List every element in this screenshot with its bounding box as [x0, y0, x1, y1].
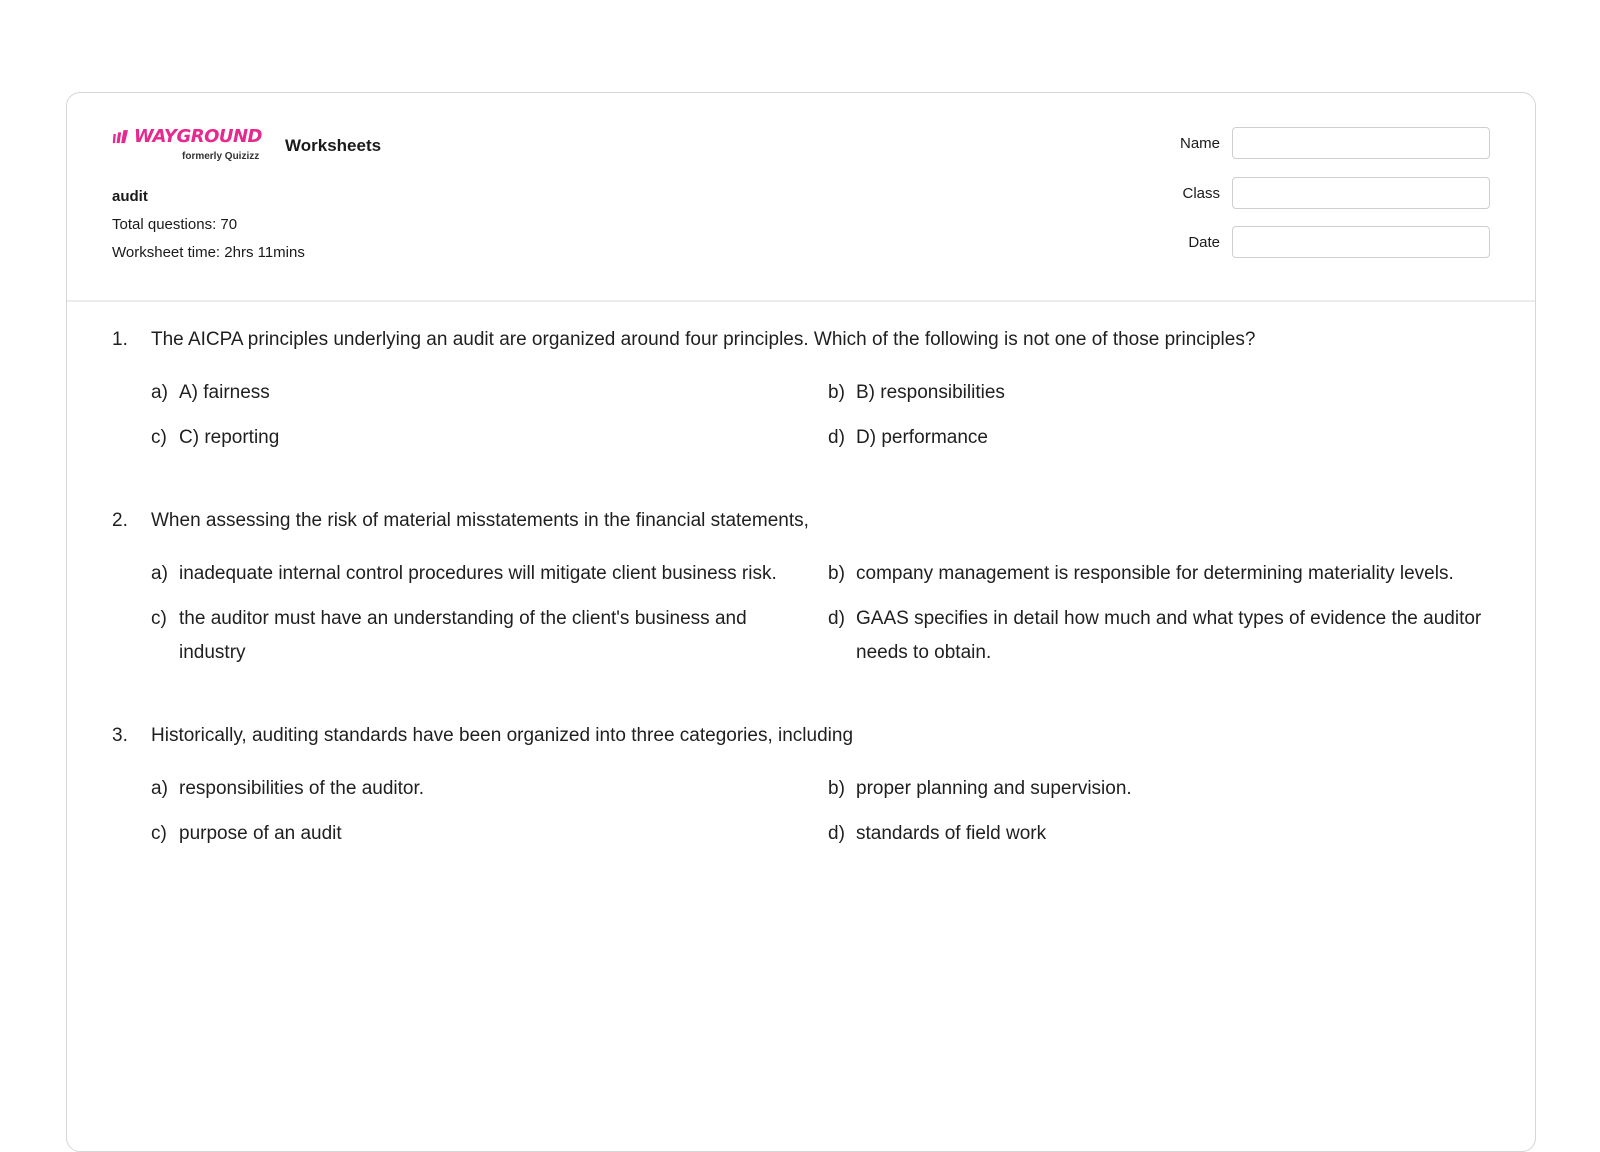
option-letter: b) — [828, 382, 845, 403]
question-text: When assessing the risk of material misstatements in the financial statements, — [151, 510, 809, 531]
question-number: 2. — [112, 510, 128, 531]
class-input[interactable] — [1232, 177, 1490, 209]
brand-logo — [112, 127, 262, 167]
option-letter: a) — [151, 382, 168, 403]
option-letter: a) — [151, 778, 168, 799]
option-text: B) responsibilities — [856, 382, 1005, 403]
option-text: purpose of an audit — [179, 823, 342, 844]
class-field-row — [1140, 177, 1490, 209]
option-text: inadequate internal control procedures will mitigate client business risk. — [179, 563, 777, 584]
option-d — [828, 602, 1502, 670]
name-label: Name — [1179, 134, 1220, 152]
option-text: proper planning and supervision. — [856, 778, 1132, 799]
option-text: D) performance — [856, 427, 988, 448]
option-a — [151, 376, 828, 410]
option-letter: d) — [828, 823, 845, 844]
worksheet-time: Worksheet time: 2hrs 11mins — [112, 244, 305, 261]
option-letter: b) — [828, 563, 845, 584]
option-letter: a) — [151, 563, 168, 584]
option-c — [151, 602, 828, 670]
brand-subtitle: formerly Quizizz — [182, 151, 260, 162]
question-number: 3. — [112, 725, 128, 746]
question-2 — [112, 507, 1502, 670]
question-text: The AICPA principles underlying an audit are organized around four principles. Which of the following is not one of those principles? — [151, 329, 1256, 350]
option-letter: c) — [151, 823, 167, 844]
wayground-logo-icon — [112, 127, 132, 147]
option-letter: c) — [151, 608, 167, 629]
option-text: GAAS specifies in detail how much and what types of evidence the auditor needs to obtain. — [856, 608, 1482, 663]
option-text: standards of field work — [856, 823, 1047, 844]
option-d — [828, 421, 1502, 455]
brand-name: WAYGROUND — [133, 126, 262, 147]
worksheet-card — [66, 92, 1536, 1152]
option-letter: b) — [828, 778, 845, 799]
option-grid — [151, 557, 1502, 670]
option-text: A) fairness — [179, 382, 270, 403]
total-questions: Total questions: 70 — [112, 216, 238, 233]
option-b — [828, 772, 1502, 806]
option-grid — [151, 376, 1502, 455]
option-letter: d) — [828, 608, 845, 629]
name-input[interactable] — [1232, 127, 1490, 159]
date-input[interactable] — [1232, 226, 1490, 258]
option-text: the auditor must have an understanding of the client's business and industry — [179, 608, 747, 663]
question-number: 1. — [112, 329, 128, 350]
date-label: Date — [1188, 233, 1220, 251]
option-letter: d) — [828, 427, 845, 448]
worksheet-header — [67, 93, 1535, 302]
class-label: Class — [1182, 184, 1220, 202]
option-d — [828, 817, 1502, 851]
worksheet-title: audit — [112, 188, 148, 205]
option-c — [151, 421, 828, 455]
date-field-row — [1140, 226, 1490, 258]
question-list — [112, 326, 1502, 851]
option-b — [828, 376, 1502, 410]
question-3 — [112, 722, 1502, 851]
question-1 — [112, 326, 1502, 455]
option-grid — [151, 772, 1502, 851]
name-field-row — [1140, 127, 1490, 159]
option-text: responsibilities of the auditor. — [179, 778, 425, 799]
product-name: Worksheets — [285, 136, 382, 155]
option-text: company management is responsible for determining materiality levels. — [856, 563, 1454, 584]
option-text: C) reporting — [179, 427, 280, 448]
option-a — [151, 557, 828, 591]
option-a — [151, 772, 828, 806]
option-c — [151, 817, 828, 851]
option-b — [828, 557, 1502, 591]
question-text: Historically, auditing standards have been organized into three categories, including — [151, 725, 854, 746]
option-letter: c) — [151, 427, 167, 448]
